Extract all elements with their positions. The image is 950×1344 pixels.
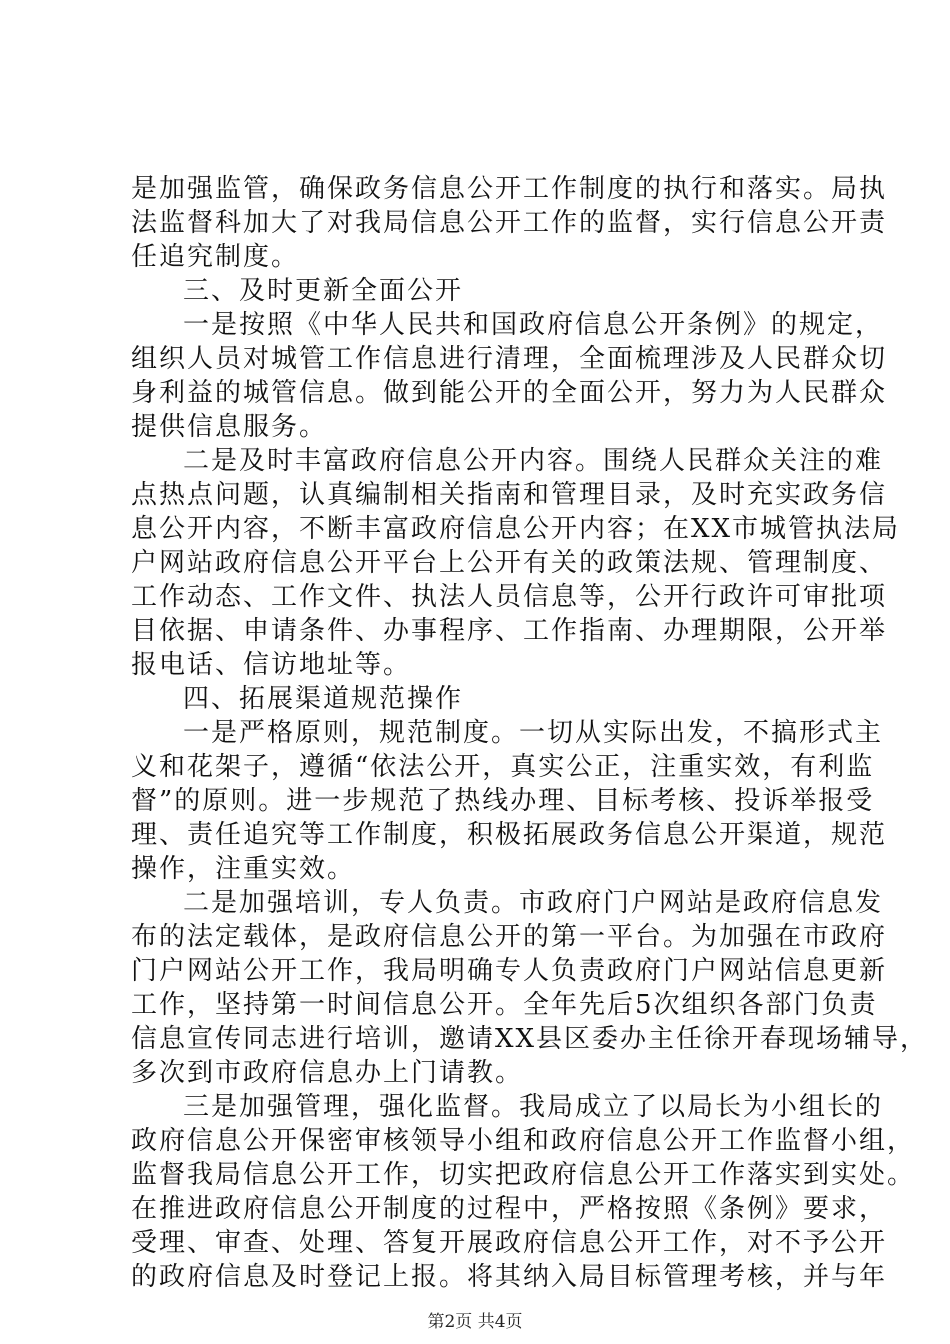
paragraph-line: 户网站政府信息公开平台上公开有关的政策法规、管理制度、 [131,548,888,578]
paragraph-line: 目依据、申请条件、办事程序、工作指南、办理期限，公开举 [131,616,888,646]
paragraph-line: 提供信息服务。 [131,412,328,442]
paragraph-line: 在推进政府信息公开制度的过程中，严格按照《条例》要求， [131,1194,888,1224]
paragraph-line: 一是按照《中华人民共和国政府信息公开条例》的规定， [183,310,884,340]
paragraph-line: 任追究制度。 [131,242,300,272]
paragraph-line: 多次到市政府信息办上门请教。 [131,1058,524,1088]
paragraph-line: 二是及时丰富政府信息公开内容。围绕人民群众关注的难 [183,446,884,476]
paragraph-line: 门户网站公开工作，我局明确专人负责政府门户网站信息更新 [131,956,888,986]
paragraph-line: 工作动态、工作文件、执法人员信息等，公开行政许可审批项 [131,582,888,612]
paragraph-line: 身利益的城管信息。做到能公开的全面公开，努力为人民群众 [131,378,888,408]
section-heading: 四、拓展渠道规范操作 [183,684,464,714]
paragraph-line: 报电话、信访地址等。 [131,650,412,680]
page-number: 第2页 共4页 [427,1312,523,1332]
paragraph-line: 督”的原则。进一步规范了热线办理、目标考核、投诉举报受 [131,786,875,816]
paragraph-line: 组织人员对城管工作信息进行清理，全面梳理涉及人民群众切 [131,344,888,374]
paragraph-line: 三是加强管理，强化监督。我局成立了以局长为小组长的 [183,1092,884,1122]
paragraph-line: 理、责任追究等工作制度，积极拓展政务信息公开渠道，规范 [131,820,888,850]
paragraph-line: 法监督科加大了对我局信息公开工作的监督，实行信息公开责 [131,208,888,238]
paragraph-line: 义和花架子，遵循“依法公开，真实公正，注重实效，有利监 [131,752,875,782]
paragraph-line: 布的法定载体，是政府信息公开的第一平台。为加强在市政府 [131,922,888,952]
paragraph-line: 操作，注重实效。 [131,854,356,884]
paragraph-line: 是加强监管，确保政务信息公开工作制度的执行和落实。局执 [131,174,888,204]
paragraph-line: 监督我局信息公开工作，切实把政府信息公开工作落实到实处。 [131,1160,916,1190]
section-heading: 三、及时更新全面公开 [183,276,464,306]
paragraph-line: 工作，坚持第一时间信息公开。全年先后5次组织各部门负责 [131,990,878,1020]
paragraph-line: 息公开内容，不断丰富政府信息公开内容；在XX市城管执法局 [131,514,901,544]
paragraph-line: 信息宣传同志进行培训，邀请XX县区委办主任徐开春现场辅导， [131,1024,929,1054]
paragraph-line: 政府信息公开保密审核领导小组和政府信息公开工作监督小组， [131,1126,916,1156]
paragraph-line: 受理、审查、处理、答复开展政府信息公开工作，对不予公开 [131,1228,888,1258]
paragraph-line: 点热点问题，认真编制相关指南和管理目录，及时充实政务信 [131,480,888,510]
paragraph-line: 一是严格原则，规范制度。一切从实际出发，不搞形式主 [183,718,884,748]
paragraph-line: 的政府信息及时登记上报。将其纳入局目标管理考核，并与年 [131,1262,888,1292]
paragraph-line: 二是加强培训，专人负责。市政府门户网站是政府信息发 [183,888,884,918]
